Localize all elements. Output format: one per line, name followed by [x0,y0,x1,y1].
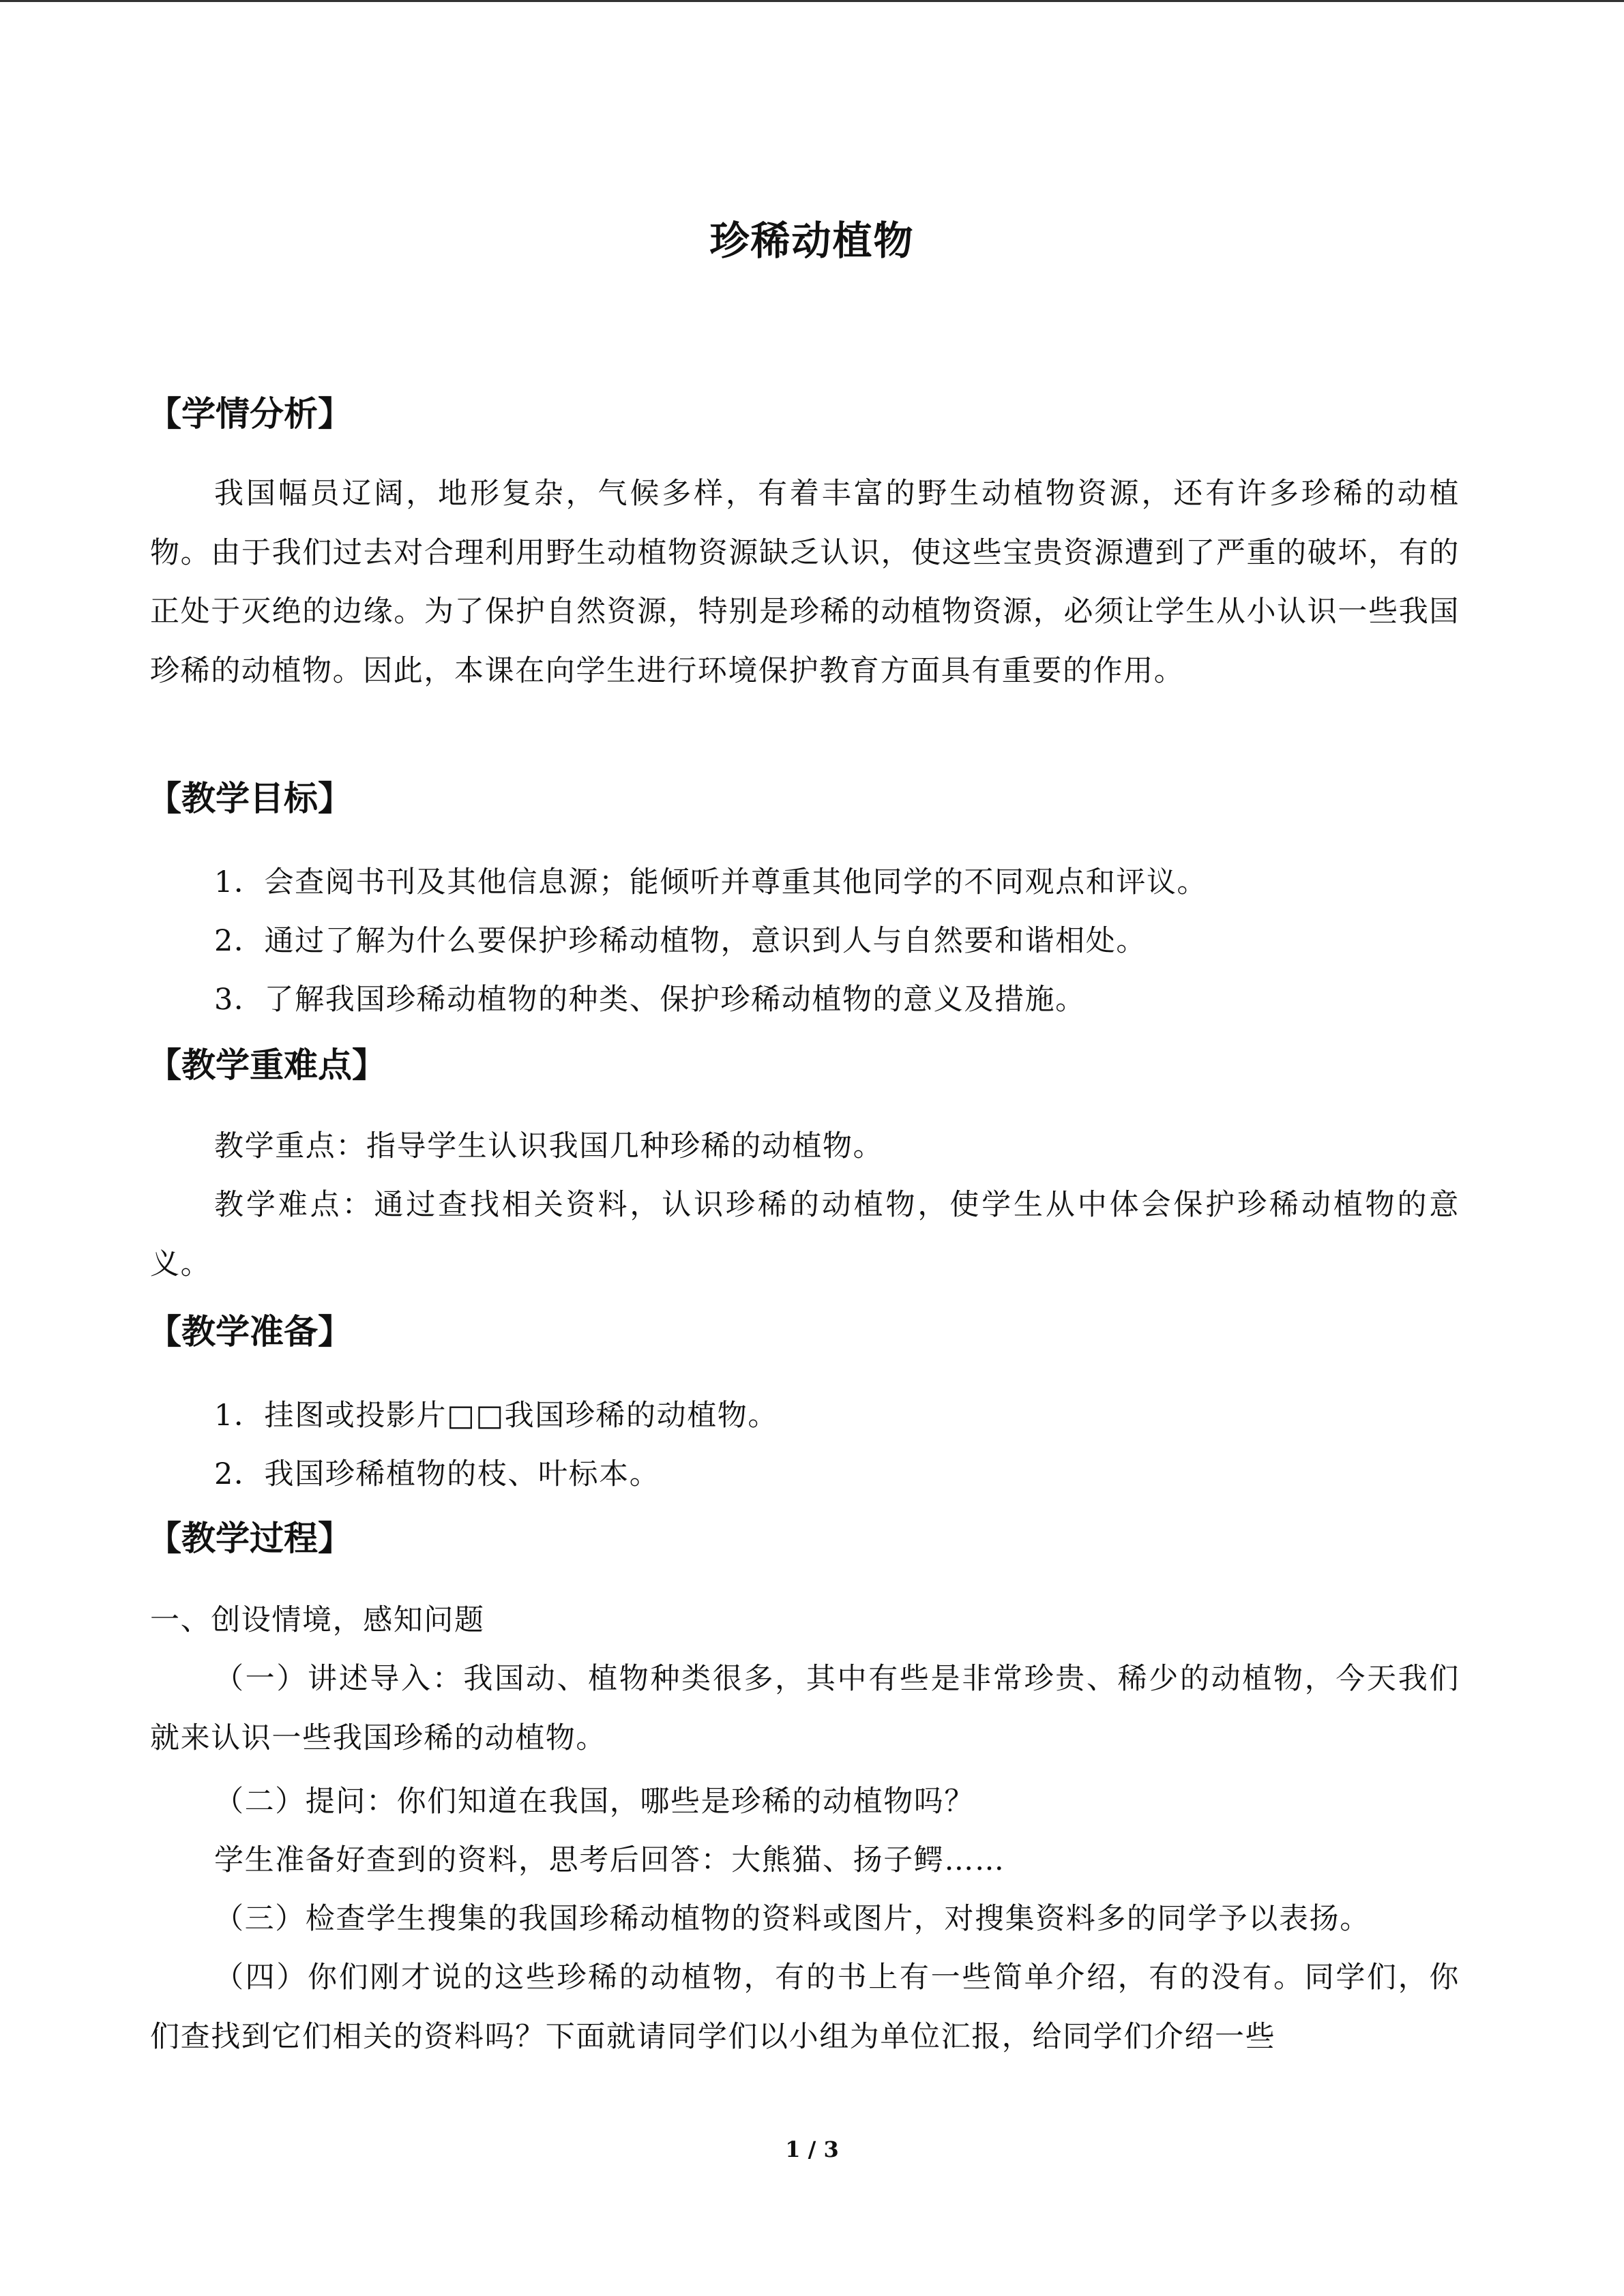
analysis-paragraph: 我国幅员辽阔，地形复杂，气候多样，有着丰富的野生动植物资源，还有许多珍稀的动植物。由于我们过去对合理利用野生动植物资源缺乏认识，使这些宝贵资源遭到了严重的破坏，有的正处于灭绝的边缘。为了保护自然资源，特别是珍稀的动植物资源，必须让学生从小认识一些我国珍稀的动植物。因此，本课在向学生进行环境保护教育方面具有重要的作用。 [150,477,1460,688]
process-paragraph: （四）你们刚才说的这些珍稀的动植物，有的书上有一些简单介绍，有的没有。同学们，你们查找到它们相关的资料吗？下面就请同学们以小组为单位汇报，给同学们介绍一些 [150,1960,1460,2054]
objective-item: 1．会查阅书刊及其他信息源；能倾听并尊重其他同学的不同观点和评议。 [214,865,1208,899]
process-paragraph: 学生准备好查到的资料，思考后回答：大熊猫、扬子鳄…… [214,1843,1005,1877]
heading-preparation: 【教学准备】 [147,1312,352,1352]
objective-item: 2．通过了解为什么要保护珍稀动植物，意识到人与自然要和谐相处。 [214,924,1147,958]
preparation-item: 2．我国珍稀植物的枝、叶标本。 [214,1457,660,1491]
process-step-title: 一、创设情境，感知问题 [150,1603,485,1637]
heading-key-points: 【教学重难点】 [147,1045,386,1085]
process-paragraph: （三）检查学生搜集的我国珍稀动植物的资料或图片，对搜集资料多的同学予以表扬。 [214,1902,1370,1936]
key-difficulty: 教学难点：通过查找相关资料，认识珍稀的动植物，使学生从中体会保护珍稀动植物的意义。 [150,1188,1460,1281]
heading-objectives: 【教学目标】 [147,779,352,818]
heading-process: 【教学过程】 [147,1519,352,1558]
key-focus: 教学重点：指导学生认识我国几种珍稀的动植物。 [214,1129,884,1163]
process-paragraph: （二）提问：你们知道在我国，哪些是珍稀的动植物吗？ [214,1785,975,1819]
heading-analysis: 【学情分析】 [147,394,352,434]
preparation-item: 1．挂图或投影片□□我国珍稀的动植物。 [214,1399,779,1433]
objective-item: 3．了解我国珍稀动植物的种类、保护珍稀动植物的意义及措施。 [214,983,1086,1017]
top-border [0,0,1624,2]
page-number: 1 / 3 [785,2136,839,2162]
document-title: 珍稀动植物 [709,218,915,264]
process-paragraph: （一）讲述导入：我国动、植物种类很多，其中有些是非常珍贵、稀少的动植物，今天我们就来认识一些我国珍稀的动植物。 [150,1662,1460,1755]
